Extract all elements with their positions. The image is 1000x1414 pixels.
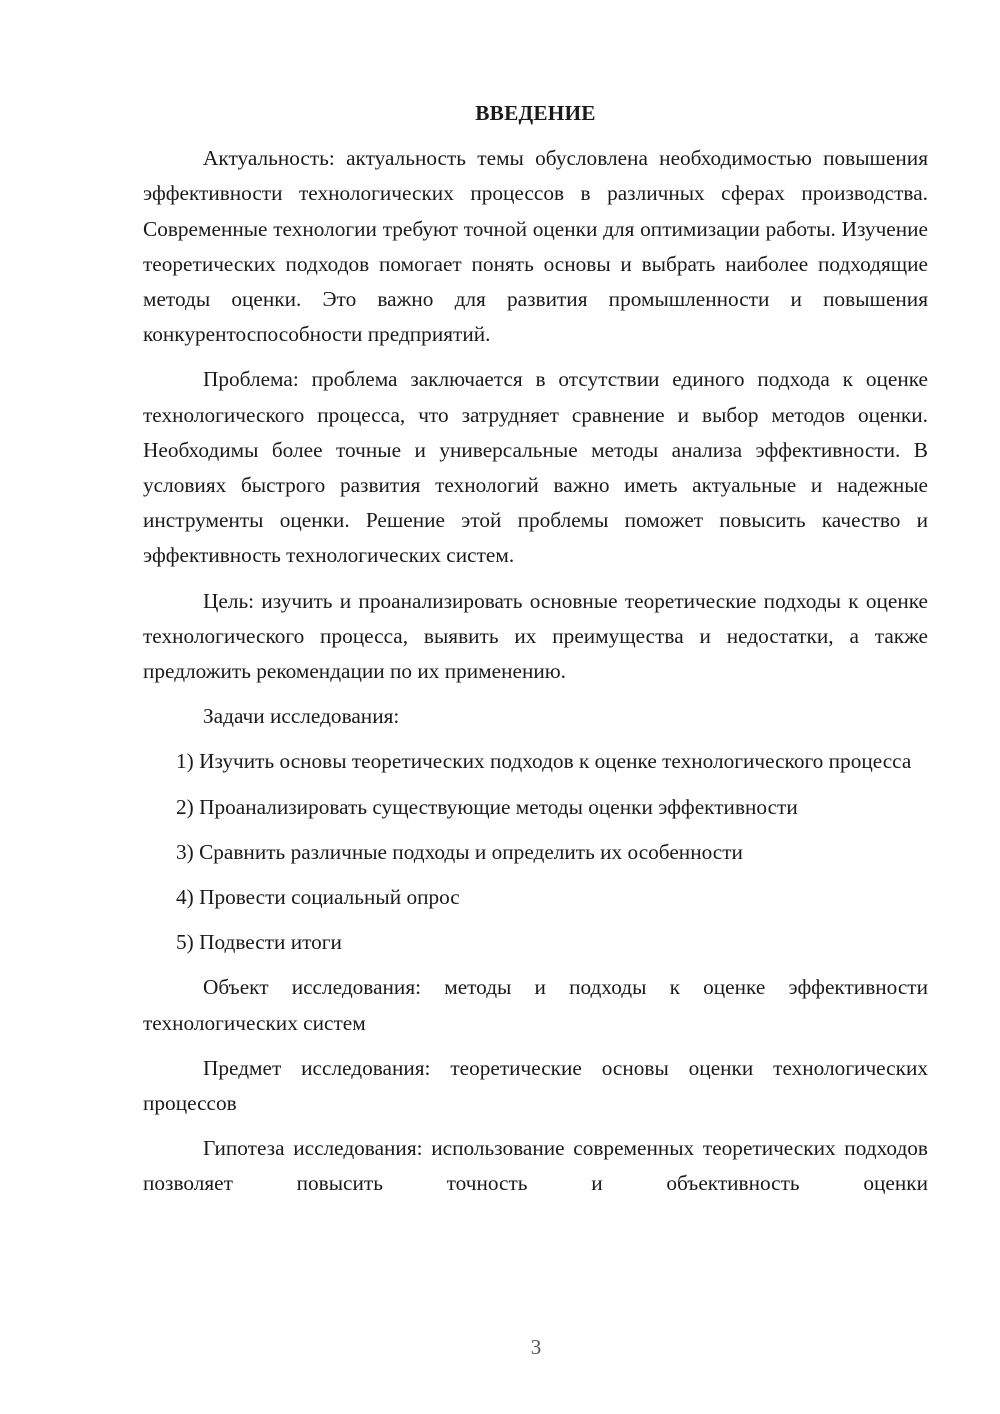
task-item: 5) Подвести итоги xyxy=(176,930,342,955)
subject-paragraph: Предмет исследования: теоретические основы оценки технологических процессов xyxy=(143,1055,928,1116)
document-page xyxy=(143,96,928,1212)
hypothesis-paragraph: Гипотеза исследования: использование современных теоретических подходов позволяет повысить точность и объективность оценки xyxy=(143,1136,928,1196)
task-item: 3) Сравнить различные подходы и определить их особенности xyxy=(176,839,743,864)
section-title: ВВЕДЕНИЕ xyxy=(475,101,596,125)
object-paragraph: Объект исследования: методы и подходы к оценке эффективности технологических систем xyxy=(143,975,928,1035)
tasks-heading: Задачи исследования: xyxy=(203,704,400,729)
problem-paragraph: Проблема: проблема заключается в отсутствии единого подхода к оценке технологического процесса, что затрудняет сравнение и выбор методов оценки. Необходимы более точные и универсальные методы анализа эффективности. В условиях быстрого развития технологий важно иметь актуальные и надежные инструменты оценки. Решение этой проблемы поможет повысить качество и эффективность технологических систем. xyxy=(143,367,928,568)
relevance-paragraph: Актуальность: актуальность темы обусловлена необходимостью повышения эффективности технологических процессов в различных сферах производства. Современные технологии требуют точной оценки для оптимизации работы. Изучение теоретических подходов помогает понять основы и выбрать наиболее подходящие методы оценки. Это важно для развития промышленности и повышения конкурентоспособности предприятий. xyxy=(143,146,928,347)
page-number: 3 xyxy=(530,1335,542,1359)
tasks-list xyxy=(143,744,928,960)
task-item: 1) Изучить основы теоретических подходов к оценке технологического процесса xyxy=(176,749,912,774)
task-item: 4) Провести социальный опрос xyxy=(176,885,460,910)
task-item: 2) Проанализировать существующие методы оценки эффективности xyxy=(176,794,798,819)
goal-paragraph: Цель: изучить и проанализировать основные теоретические подходы к оценке технологического процесса, выявить их преимущества и недостатки, а также предложить рекомендации по их применению. xyxy=(143,588,928,684)
